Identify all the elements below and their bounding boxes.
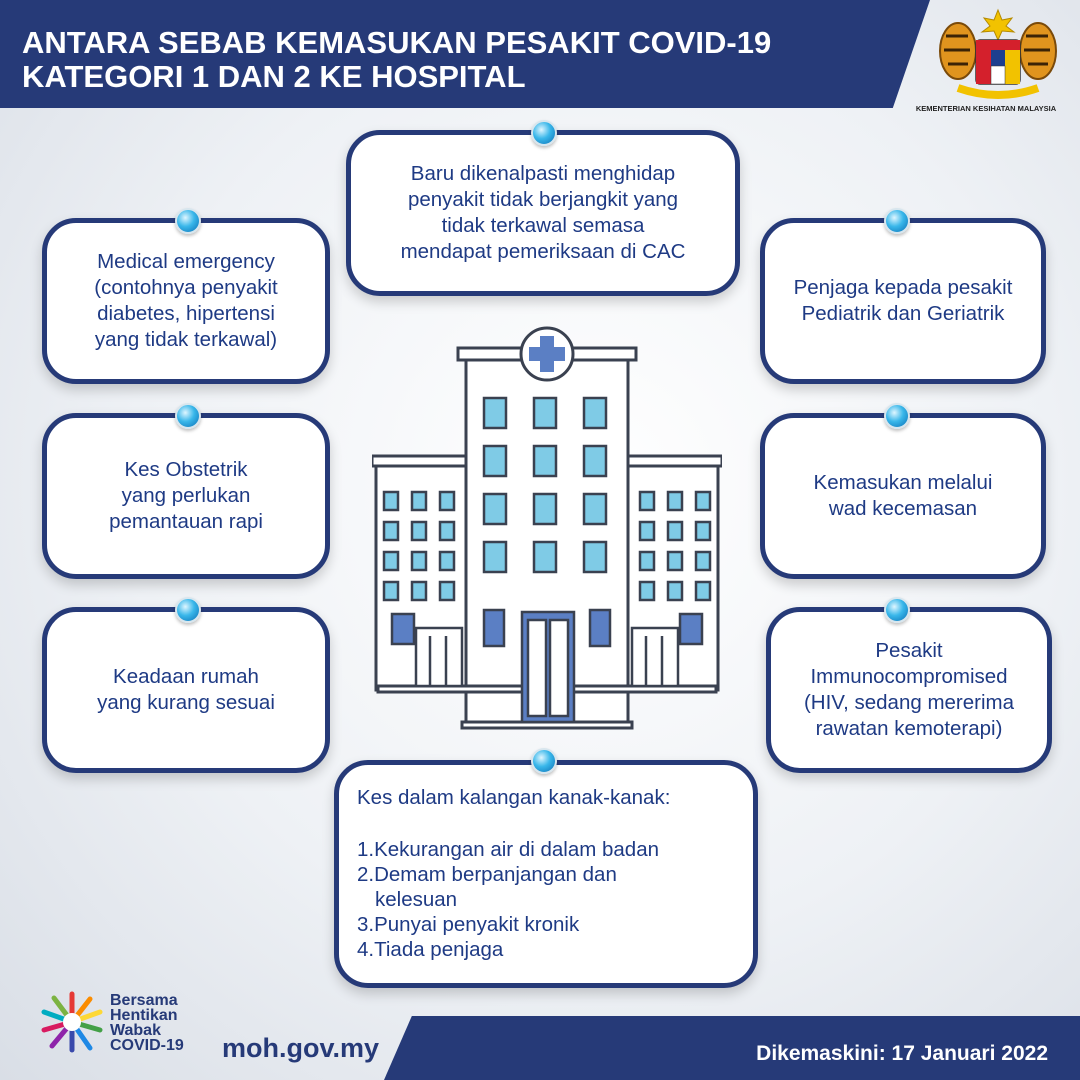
text-line: mendapat pemeriksaan di CAC [400,240,686,263]
bullet-dot-icon [884,403,910,429]
website-link[interactable]: moh.gov.my [222,1033,380,1063]
campaign-line: Hentikan [110,1007,178,1024]
title-line-1: ANTARA SEBAB KEMASUKAN PESAKIT COVID-19 [22,25,772,60]
campaign-line: Bersama [110,992,178,1009]
list-item: 2.Demam berpanjangan dan [357,863,617,886]
page-title [22,26,902,94]
list-item: 1.Kekurangan air di dalam badan [357,838,660,861]
list-item: kelesuan [375,888,458,911]
text-line: Kemasukan melalui [813,471,993,494]
ministry-label: KEMENTERIAN KESIHATAN MALAYSIA [915,104,1057,113]
card-text [357,785,670,962]
reason-card-home-conditions [42,607,330,773]
card-text [401,161,686,265]
reason-card-immunocompromised [766,607,1052,773]
hospital-building-icon [372,318,722,730]
text-line: diabetes, hipertensi [97,302,275,325]
reason-card-obstetric [42,413,330,579]
malaysia-coat-of-arms-logo [928,6,1068,101]
text-line: penyakit tidak berjangkit yang [407,188,679,211]
bullet-dot-icon [884,597,910,623]
text-line: Pesakit [875,639,943,662]
text-line: yang tidak terkawal) [94,328,278,351]
text-line: Immunocompromised [810,665,1008,688]
card-text [94,249,277,353]
bullet-dot-icon [531,120,557,146]
text-line: Baru dikenalpasti menghidap [410,162,676,185]
card-text [804,638,1014,742]
card-text [97,664,275,716]
list-item: 4.Tiada penjaga [357,938,504,961]
text-line: tidak terkawal semasa [441,214,645,237]
campaign-text [110,993,184,1053]
card-text [109,457,263,535]
bullet-dot-icon [175,208,201,234]
campaign-line: COVID-19 [110,1037,184,1054]
bullet-dot-icon [531,748,557,774]
reason-card-medical-emergency [42,218,330,384]
text-line: (contohnya penyakit [94,276,278,299]
bullet-dot-icon [175,597,201,623]
reason-card-emergency-ward [760,413,1046,579]
list-title: Kes dalam kalangan kanak-kanak: [357,786,671,809]
list-item: 3.Punyai penyakit kronik [357,913,580,936]
bullet-dot-icon [175,403,201,429]
reason-card-caregiver [760,218,1046,384]
text-line: Pediatrik dan Geriatrik [801,302,1005,325]
updated-date: Dikemaskini: 17 Januari 2022 [756,1042,1048,1065]
text-line: yang kurang sesuai [97,691,275,714]
title-line-2: KATEGORI 1 DAN 2 KE HOSPITAL [22,59,526,94]
bullet-dot-icon [884,208,910,234]
text-line: wad kecemasan [828,497,978,520]
card-text [794,275,1013,327]
text-line: Medical emergency [97,250,275,273]
text-line: Keadaan rumah [113,665,259,688]
text-line: Kes Obstetrik [124,458,248,481]
reason-card-children [334,760,758,988]
text-line: (HIV, sedang mererima [803,691,1015,714]
campaign-line: Wabak [110,1022,161,1039]
text-line: Penjaga kepada pesakit [793,276,1013,299]
card-text [814,470,993,522]
text-line: rawatan kemoterapi) [815,717,1003,740]
text-line: yang perlukan [121,484,251,507]
reason-card-ncd [346,130,740,296]
covid-campaign-logo [40,990,104,1054]
text-line: pemantauan rapi [109,510,263,533]
